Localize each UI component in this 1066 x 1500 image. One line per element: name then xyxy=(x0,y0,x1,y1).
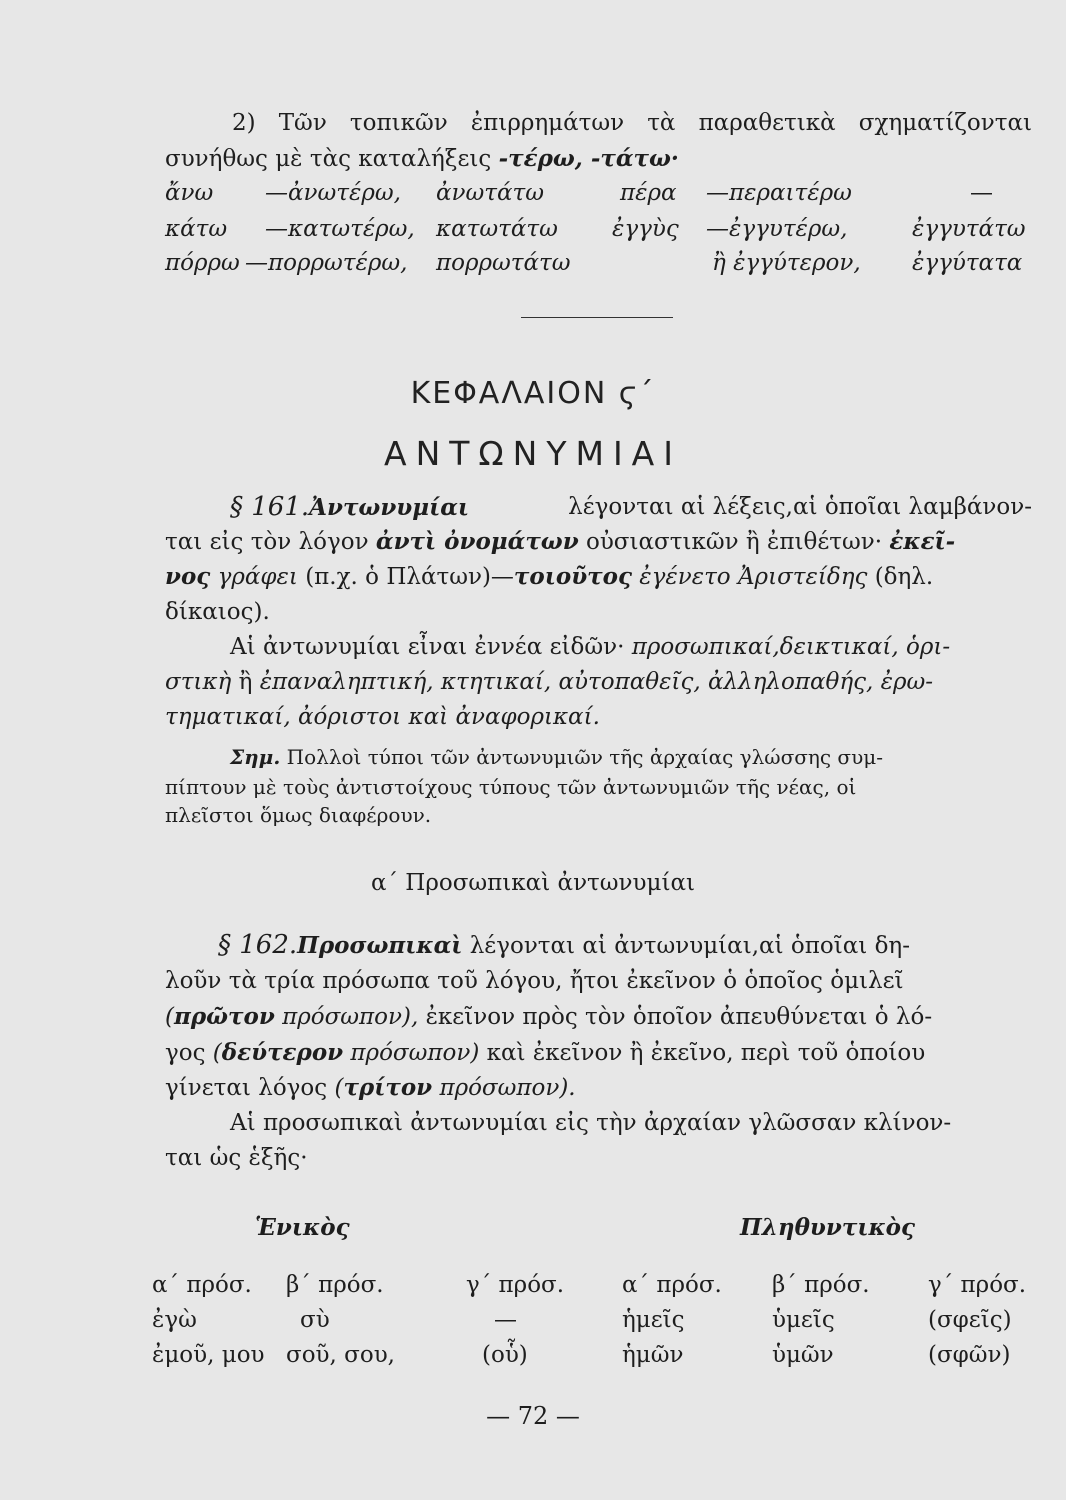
s161-l3-f: (δηλ. xyxy=(867,564,934,590)
table-header-c0: α΄ πρόσ. xyxy=(152,1272,252,1298)
table-r0-c5: (σφεῖς) xyxy=(928,1307,1012,1333)
intro-line-2 xyxy=(165,144,679,174)
adverb-r1-c2: κατωτάτω xyxy=(436,216,558,242)
s162-l1-rest: λέγονται αἱ ἀντωνυμίαι,αἱ ὁποῖαι δη- xyxy=(462,933,910,959)
s161-p2-l1-a: Αἱ ἀντωνυμίαι εἶναι ἐννέα εἰδῶν· xyxy=(230,634,632,660)
s162-l4-c: δεύτερον xyxy=(221,1039,344,1066)
s161-line-1-lead xyxy=(230,492,469,523)
s162-l5-a: γίνεται λόγος xyxy=(165,1075,335,1101)
s161-l3-e: ἐγένετο Ἀριστείδης xyxy=(632,564,868,590)
chapter-label: ΚΕΦΑΛΑΙΟΝ ϛ΄ xyxy=(410,376,656,411)
table-r1-c3: ἡμῶν xyxy=(622,1342,684,1368)
adverb-r0-c3: πέρα xyxy=(620,180,677,206)
s162-l3-c: πρόσωπον), xyxy=(274,1004,419,1030)
table-r0-c0: ἐγὼ xyxy=(152,1307,197,1333)
s161-p2-l2-b: ἢ xyxy=(231,669,260,695)
s161-l2-b: ἀντὶ ὀνομάτων xyxy=(375,528,579,555)
note-label: Σημ. xyxy=(230,745,281,769)
adverb-r2-c1: —πορρωτέρω, xyxy=(245,250,408,276)
table-header-c4: β΄ πρόσ. xyxy=(772,1272,870,1298)
note-line-2: πίπτουν μὲ τοὺς ἀντιστοίχους τύπους τῶν ἀντωνυμιῶν τῆς νέας, οἱ xyxy=(165,775,857,799)
table-r1-c4: ὑμῶν xyxy=(772,1342,834,1368)
plural-heading: Πληθυντικὸς xyxy=(740,1214,916,1241)
note-line-3: πλεῖστοι ὅμως διαφέρουν. xyxy=(165,803,432,827)
s161-p2-l2-c: ἐπαναληπτική, κτητικαί, αὐτοπαθεῖς, ἀλληλοπαθής, ἐρω- xyxy=(259,669,934,695)
s161-l3-b: γράφει xyxy=(210,564,306,590)
s162-l5-d: πρόσωπον). xyxy=(432,1075,576,1101)
s162-line-2: λοῦν τὰ τρία πρόσωπα τοῦ λόγου, ἤτοι ἐκεῖνον ὁ ὁποῖος ὁμιλεῖ xyxy=(165,968,904,994)
s161-p2-l1-b: προσωπικαί,δεικτικαί, ὁρι- xyxy=(631,634,951,660)
table-r1-c0: ἐμοῦ, μου xyxy=(152,1342,265,1368)
singular-heading: Ἑνικὸς xyxy=(255,1214,350,1241)
table-header-c3: α΄ πρόσ. xyxy=(622,1272,722,1298)
s161-l3-a: νος xyxy=(165,563,211,590)
s162-line-1 xyxy=(218,930,910,961)
note-l1-text: Πολλοὶ τύποι τῶν ἀντωνυμιῶν τῆς ἀρχαίας γλώσσης συμ- xyxy=(280,745,883,769)
table-header-c5: γ΄ πρόσ. xyxy=(928,1272,1027,1298)
s161-line-2 xyxy=(165,527,955,557)
intro-line-2-text: συνήθως μὲ τὰς καταλήξεις xyxy=(165,146,499,172)
s161-l2-a: ται εἰς τὸν λόγον xyxy=(165,529,376,555)
table-r1-c2: (οὗ) xyxy=(482,1342,528,1368)
s162-l3-b: πρῶτον xyxy=(173,1003,275,1030)
note-line-1 xyxy=(230,742,883,772)
term-antonymiai: Ἀντωνυμίαι xyxy=(309,494,470,521)
adverb-r0-c1: —ἀνωτέρω, xyxy=(265,180,401,206)
s161-line-4: δίκαιος). xyxy=(165,599,270,625)
section-162-number: § 162. xyxy=(218,930,298,960)
s162-l3-d: ἐκεῖνον πρὸς τὸν ὁποῖον ἀπευθύνεται ὁ λό- xyxy=(418,1004,933,1030)
adverb-r1-c5: ἐγγυτάτω xyxy=(912,216,1026,242)
s162-p2-line-2: ται ὡς ἑξῆς· xyxy=(165,1145,308,1171)
s161-line-1-rest: λέγονται αἱ λέξεις,αἱ ὁποῖαι λαμβάνον- xyxy=(568,494,1032,520)
s161-l2-d: ἐκεῖ- xyxy=(889,528,956,555)
s161-l3-d: τοιοῦτος xyxy=(513,563,632,590)
intro-line-1: 2) Τῶν τοπικῶν ἐπιρρημάτων τὰ παραθετικὰ σχηματίζονται xyxy=(232,110,1032,136)
adverb-r1-c0: κάτω xyxy=(165,216,228,242)
adverb-r0-c5: — xyxy=(970,180,993,206)
s162-line-5 xyxy=(165,1073,576,1103)
s162-l4-e: καὶ ἐκεῖνον ἢ ἐκεῖνο, περὶ τοῦ ὁποίου xyxy=(479,1040,926,1066)
s161-line-3 xyxy=(165,562,933,592)
table-r1-c1: σοῦ, σου, xyxy=(286,1342,395,1368)
section-161-number: § 161. xyxy=(230,492,310,522)
table-header-c2: γ΄ πρόσ. xyxy=(466,1272,565,1298)
term-prosopikai: Προσωπικαὶ xyxy=(297,932,463,959)
table-r0-c3: ἡμεῖς xyxy=(622,1307,685,1333)
page-number: — 72 — xyxy=(486,1402,580,1430)
s161-p2-line-1 xyxy=(230,632,950,662)
adverb-r2-c4: ἢ ἐγγύτερον, xyxy=(712,250,861,276)
s162-l4-d: πρόσωπον) xyxy=(343,1040,480,1066)
table-r1-c5: (σφῶν) xyxy=(928,1342,1011,1368)
adverb-r2-c2: πορρωτάτω xyxy=(436,250,571,276)
adverb-r1-c4: —ἐγγυτέρω, xyxy=(706,216,848,242)
s161-line-1 xyxy=(230,492,1032,523)
s162-l5-c: τρίτον xyxy=(343,1074,433,1101)
subheading-personal-pronouns: α΄ Προσωπικαὶ ἀντωνυμίαι xyxy=(370,870,696,896)
s162-l5-b: ( xyxy=(334,1075,344,1101)
section-divider xyxy=(521,317,673,318)
s162-line-3 xyxy=(165,1002,932,1032)
s161-p2-l2-a: στικὴ xyxy=(165,669,232,695)
table-header-c1: β΄ πρόσ. xyxy=(286,1272,384,1298)
s161-l3-c: (π.χ. ὁ Πλάτων)— xyxy=(305,564,514,590)
s161-p2-line-2 xyxy=(165,667,933,697)
s162-p2-line-1: Αἱ προσωπικαὶ ἀντωνυμίαι εἰς τὴν ἀρχαίαν γλῶσσαν κλίνον- xyxy=(230,1110,952,1136)
s162-l4-a: γος xyxy=(165,1040,213,1066)
s161-p2-line-3: τηματικαί, ἀόριστοι καὶ ἀναφορικαί. xyxy=(165,704,600,730)
s161-l2-c: οὐσιαστικῶν ἢ ἐπιθέτων· xyxy=(578,529,890,555)
s162-line-4 xyxy=(165,1038,925,1068)
adverb-r2-c0: πόρρω xyxy=(165,250,240,276)
adverb-r0-c0: ἄνω xyxy=(165,180,214,206)
intro-endings: -τέρω, -τάτω· xyxy=(498,145,679,172)
adverb-r2-c5: ἐγγύτατα xyxy=(912,250,1023,276)
s162-l4-b: ( xyxy=(212,1040,222,1066)
table-r0-c2: — xyxy=(494,1307,517,1333)
adverb-r0-c4: —περαιτέρω xyxy=(706,180,852,206)
adverb-r1-c3: ἐγγὺς xyxy=(612,216,679,242)
adverb-r0-c2: ἀνωτάτω xyxy=(436,180,545,206)
s162-l3-a: ( xyxy=(165,1004,174,1030)
table-r0-c4: ὑμεῖς xyxy=(772,1307,835,1333)
adverb-r1-c1: —κατωτέρω, xyxy=(265,216,415,242)
table-r0-c1: σὺ xyxy=(300,1307,330,1333)
chapter-title: ΑΝΤΩΝΥΜΙΑΙ xyxy=(384,434,682,473)
